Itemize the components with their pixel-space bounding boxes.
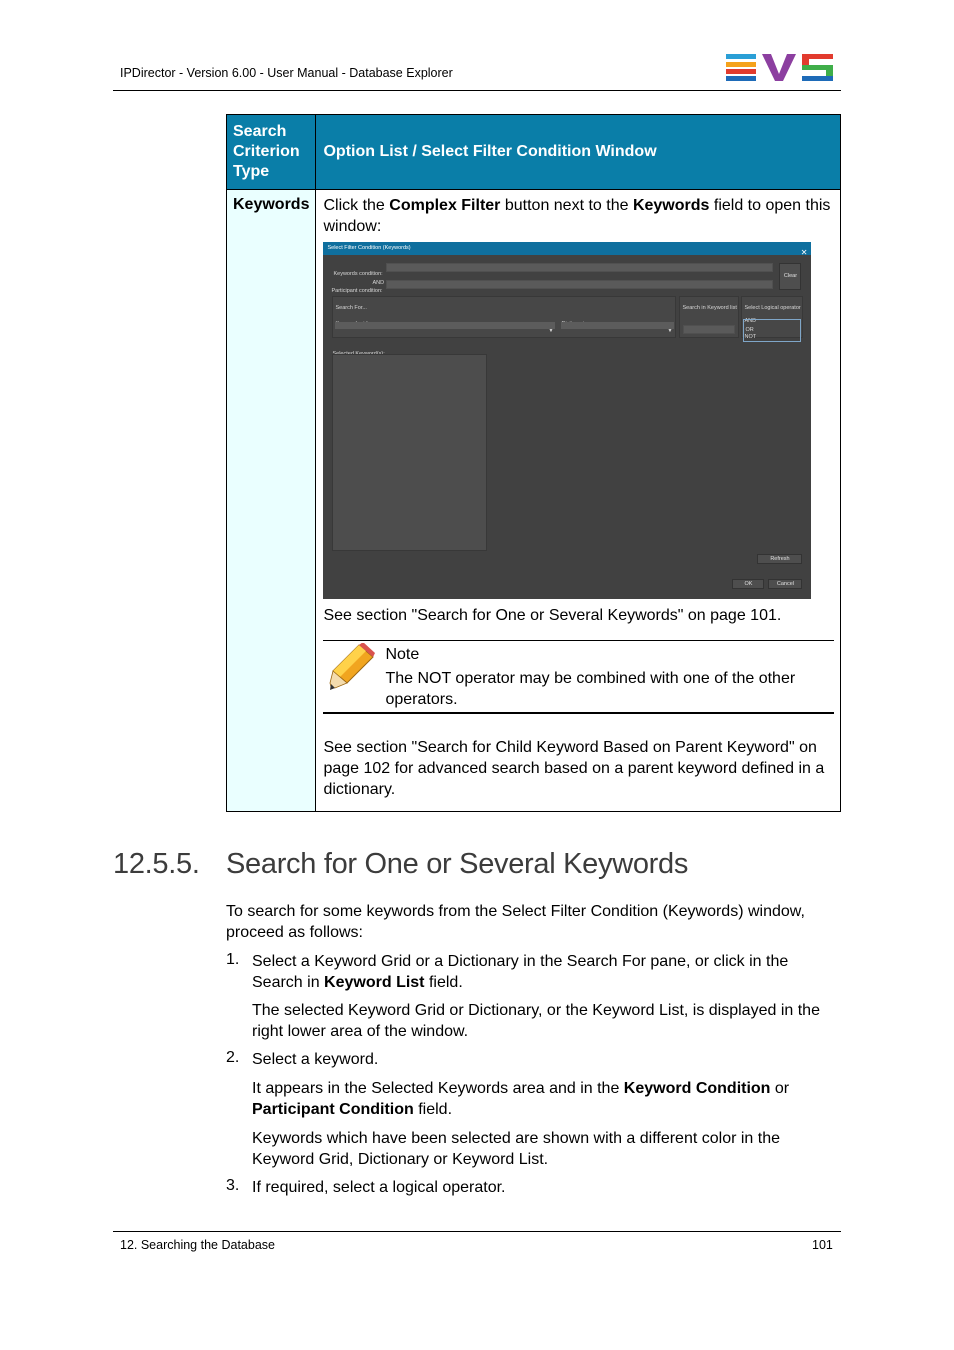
criterion-type-cell: Keywords (227, 190, 316, 812)
chevron-down-icon: ▼ (548, 328, 554, 334)
ok-button[interactable]: OK (732, 579, 764, 589)
logical-operator-pane (741, 296, 803, 338)
note-title: Note (385, 646, 420, 663)
step-2-text: Select a keyword. (252, 1051, 379, 1068)
step-number: 1. (226, 951, 240, 968)
cancel-button[interactable]: Cancel (768, 579, 802, 589)
participant-condition-field[interactable] (386, 280, 773, 289)
refresh-button[interactable]: Refresh (757, 554, 802, 564)
running-header: IPDirector - Version 6.00 - User Manual - Database Explorer (120, 66, 453, 80)
search-keyword-list-label: Search in Keyword list (682, 305, 737, 311)
note-box (323, 640, 834, 714)
and-label: AND (372, 280, 385, 286)
footer-chapter: 12. Searching the Database (120, 1238, 275, 1252)
col-header-type: Search Criterion Type (227, 115, 316, 190)
step-number: 3. (226, 1177, 240, 1194)
filter-window-screenshot (323, 242, 811, 599)
footer-page-number: 101 (812, 1238, 833, 1252)
footer-rule (113, 1231, 841, 1232)
step-number: 2. (226, 1049, 240, 1066)
see-section-1: See section "Search for One or Several Keywords" on page 101. (323, 607, 782, 624)
intro-text: Click the Complex Filter button next to the Keywords field to open this window: (323, 197, 831, 235)
pencil-icon (329, 643, 377, 691)
step-3-text: If required, select a logical operator. (252, 1179, 506, 1196)
header-rule (113, 90, 841, 91)
col-header-options: Option List / Select Filter Condition Window (316, 115, 841, 190)
see-section-2: See section "Search for Child Keyword Based on Parent Keyword" on page 102 for advanced search based on a parent keyword defined in a dictionary. (323, 739, 825, 798)
criterion-description-cell (316, 190, 841, 812)
operator-not[interactable]: NOT (744, 334, 757, 340)
selected-keywords-list[interactable] (332, 354, 487, 551)
operator-and[interactable]: AND (744, 318, 757, 324)
keyword-condition-label: Keywords condition: (333, 271, 383, 277)
dictionaries-dropdown[interactable] (561, 322, 674, 334)
operator-or[interactable]: OR (743, 319, 801, 342)
section-heading: 12.5.5. Search for One or Several Keywords (113, 848, 689, 880)
search-for-pane (332, 296, 676, 338)
step-1-detail: The selected Keyword Grid or Dictionary, or the Keyword List, is displayed in the right lower area of the window. (252, 1002, 820, 1040)
keyword-condition-field[interactable] (386, 263, 773, 272)
note-text: The NOT operator may be combined with one of the other operators. (385, 670, 796, 708)
search-keyword-list-field[interactable] (683, 325, 735, 334)
participant-condition-label: Participant condition: (331, 288, 383, 294)
keyword-grids-dropdown[interactable] (335, 322, 555, 334)
search-keyword-list-pane (679, 296, 739, 338)
step-1-text: Select a Keyword Grid or a Dictionary in the Search For pane, or click in the Search in Keyword List field. (252, 953, 789, 991)
close-icon[interactable]: ✕ (800, 248, 808, 257)
window-titlebar: Select Filter Condition (Keywords) (323, 242, 811, 255)
evs-logo (726, 54, 834, 82)
section-intro: To search for some keywords from the Select Filter Condition (Keywords) window, proceed as follows: (226, 903, 805, 941)
clear-button[interactable]: Clear (779, 263, 801, 290)
logical-operator-label: Select Logical operator (744, 305, 801, 311)
search-criterion-table (226, 114, 841, 812)
chevron-down-icon: ▼ (667, 328, 673, 334)
step-2-detail-2: Keywords which have been selected are shown with a different color in the Keyword Grid, Dictionary or Keyword List. (252, 1130, 781, 1168)
step-2-detail: It appears in the Selected Keywords area and in the Keyword Condition or Participant Condition field. (252, 1080, 790, 1118)
search-for-label: Search For... (335, 305, 367, 311)
